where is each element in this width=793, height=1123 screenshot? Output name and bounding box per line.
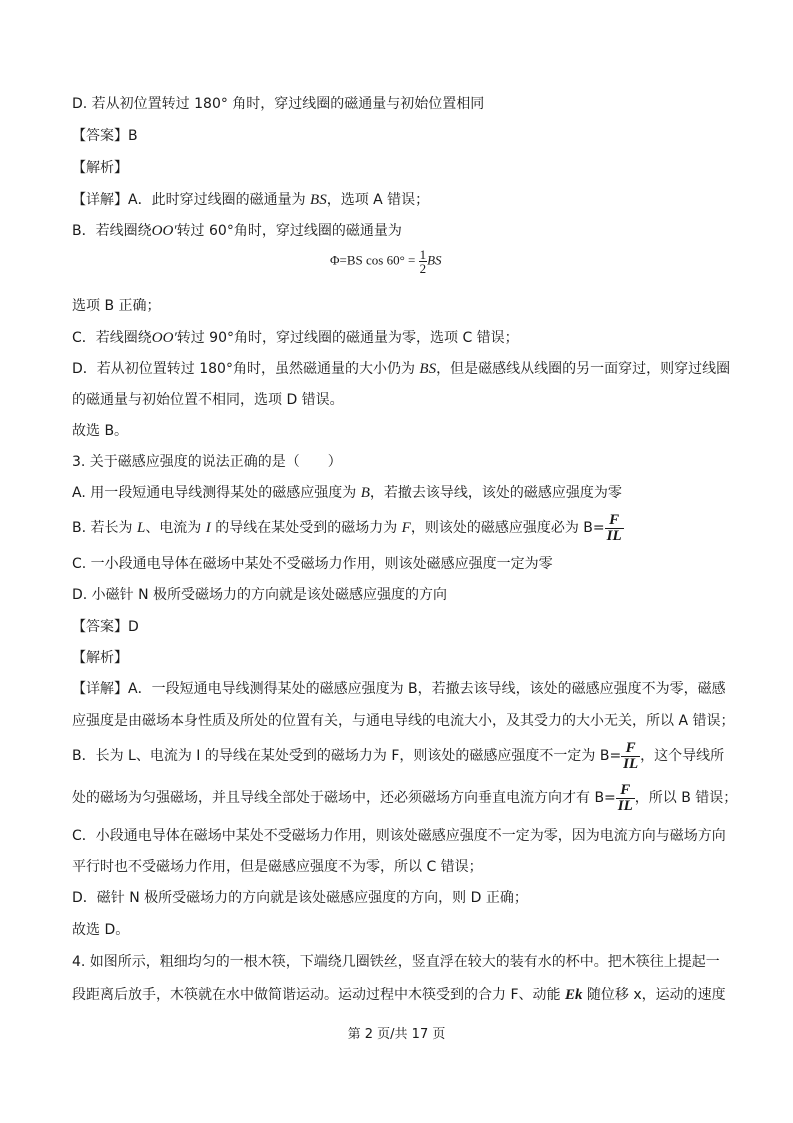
text: 【详解】A．此时穿过线圈的磁通量为 — [72, 192, 311, 208]
detail-line-4 — [72, 778, 737, 818]
f-over-il-fraction — [621, 741, 640, 772]
text: B．长为 L、电流为 I 的导线在某处受到的磁场力为 F，则该处的磁感应强度不一定为 B= — [72, 748, 622, 764]
detail-line-2: 应强度是由磁场本身性质及所处的位置有关，与通电导线的电流大小，及其受力的大小无关，所以 A 错误； — [72, 713, 735, 729]
text: A. 用一段短通电导线测得某处的磁感应强度为 — [72, 485, 361, 501]
answer-label: 【答案】D — [72, 619, 139, 635]
fraction-num: F — [609, 511, 620, 528]
detail-line-6: 平行时也不受磁场力作用，但是磁感应强度不为零，所以 C 错误； — [72, 859, 483, 875]
explain-b — [72, 221, 402, 241]
equation-rhs: BS — [427, 252, 442, 268]
fraction-den: IL — [623, 755, 639, 772]
detail-conclusion: 故选 D。 — [72, 922, 130, 938]
text: 的导线在某处受到的磁场力为 — [210, 520, 402, 536]
text: 处的磁场为匀强磁场，并且导线全部处于磁场中，还必须磁场方向垂直电流方向才有 B= — [72, 790, 616, 806]
question-4-line-2 — [72, 985, 726, 1005]
q3-option-a — [72, 483, 622, 503]
fraction-den: 2 — [419, 261, 427, 276]
flux-equation — [330, 248, 442, 275]
symbol-ek: Ek — [564, 987, 583, 1003]
question-3: 3. 关于磁感应强度的说法正确的是（ ） — [72, 454, 342, 470]
q3-option-d: D. 小磁针 N 极所受磁场力的方向就是该处磁感应强度的方向 — [72, 587, 448, 603]
text: 段距离后放手，木筷就在水中做简谐运动。运动过程中木筷受到的合力 F、动能 — [72, 987, 565, 1003]
symbol-bs: BS — [419, 361, 437, 377]
explain-b-result: 选项 B 正确； — [72, 298, 161, 314]
text: C．若线圈绕 — [72, 330, 152, 346]
analysis-label: 【解析】 — [72, 650, 128, 666]
detail-line-7: D．磁针 N 极所受磁场力的方向就是该处磁感应强度的方向，则 D 正确； — [72, 890, 528, 906]
text: ，这个导线所 — [640, 748, 725, 764]
text: D．若从初位置转过 180°角时，虽然磁通量的大小仍为 — [72, 361, 420, 377]
text: B．若线圈绕 — [72, 223, 152, 239]
explain-d-cont: 的磁通量与初始位置不相同，选项 D 错误。 — [72, 392, 344, 408]
text: 转过 60°角时，穿过线圈的磁通量为 — [176, 223, 402, 239]
detail-line-1: 【详解】A．一段短通电导线测得某处的磁感应强度为 B，若撤去该导线，该处的磁感应强度不为零，磁感 — [72, 681, 726, 697]
detail-line-3 — [72, 736, 724, 776]
detail-line-5: C．小段通电导体在磁场中某处不受磁场力作用，则该处磁感应强度不一定为零，因为电流方向与磁场方向 — [72, 828, 726, 844]
conclusion: 故选 B。 — [72, 423, 129, 439]
f-over-il-fraction — [616, 783, 635, 814]
fraction-num: F — [625, 739, 636, 756]
text: 转过 90°角时，穿过线圈的磁通量为零，选项 C 错误； — [176, 330, 519, 346]
text: B. 若长为 — [72, 520, 137, 536]
symbol-bs: BS — [310, 192, 327, 208]
question-4-line-1: 4. 如图所示，粗细均匀的一根木筷，下端绕几圈铁丝，竖直浮在较大的装有水的杯中。把木筷往上提起一 — [72, 954, 720, 970]
text: 随位移 x，运动的速度 — [582, 987, 726, 1003]
symbol-b: B — [360, 485, 370, 501]
q3-option-b — [72, 510, 624, 546]
fraction-num: F — [620, 781, 631, 798]
text: 、电流为 — [145, 520, 206, 536]
text: ，若撤去该导线，该处的磁感应强度为零 — [369, 485, 622, 501]
fraction-den: IL — [606, 527, 622, 544]
q3-option-c: C. 一小段通电导体在磁场中某处不受磁场力作用，则该处磁感应强度一定为零 — [72, 556, 553, 572]
axis-oo: OO′ — [151, 223, 177, 239]
f-over-il-fraction — [605, 513, 624, 544]
symbol-l: L — [136, 520, 146, 536]
symbol-f: F — [401, 520, 411, 536]
option-d-line: D. 若从初位置转过 180° 角时，穿过线圈的磁通量与初始位置相同 — [72, 96, 485, 112]
text: ，则该处的磁感应强度必为 B= — [410, 520, 605, 536]
axis-oo: OO′ — [151, 330, 177, 346]
symbol-i: I — [205, 520, 211, 536]
page-footer: 第 2 页/共 17 页 — [347, 1027, 446, 1042]
analysis-label: 【解析】 — [72, 160, 128, 176]
one-half-fraction — [419, 248, 428, 275]
explain-a — [72, 190, 429, 210]
text: ，但是磁感线从线圈的另一面穿过，则穿过线圈 — [436, 361, 731, 377]
fraction-num: 1 — [419, 247, 427, 262]
answer-label: 【答案】B — [72, 128, 138, 144]
text: ，所以 B 错误； — [634, 790, 738, 806]
explain-c — [72, 328, 519, 348]
text: ，选项 A 错误； — [326, 192, 430, 208]
equation-lhs: Φ=BS cos 60° = — [330, 252, 419, 268]
explain-d — [72, 359, 730, 379]
fraction-den: IL — [617, 797, 633, 814]
